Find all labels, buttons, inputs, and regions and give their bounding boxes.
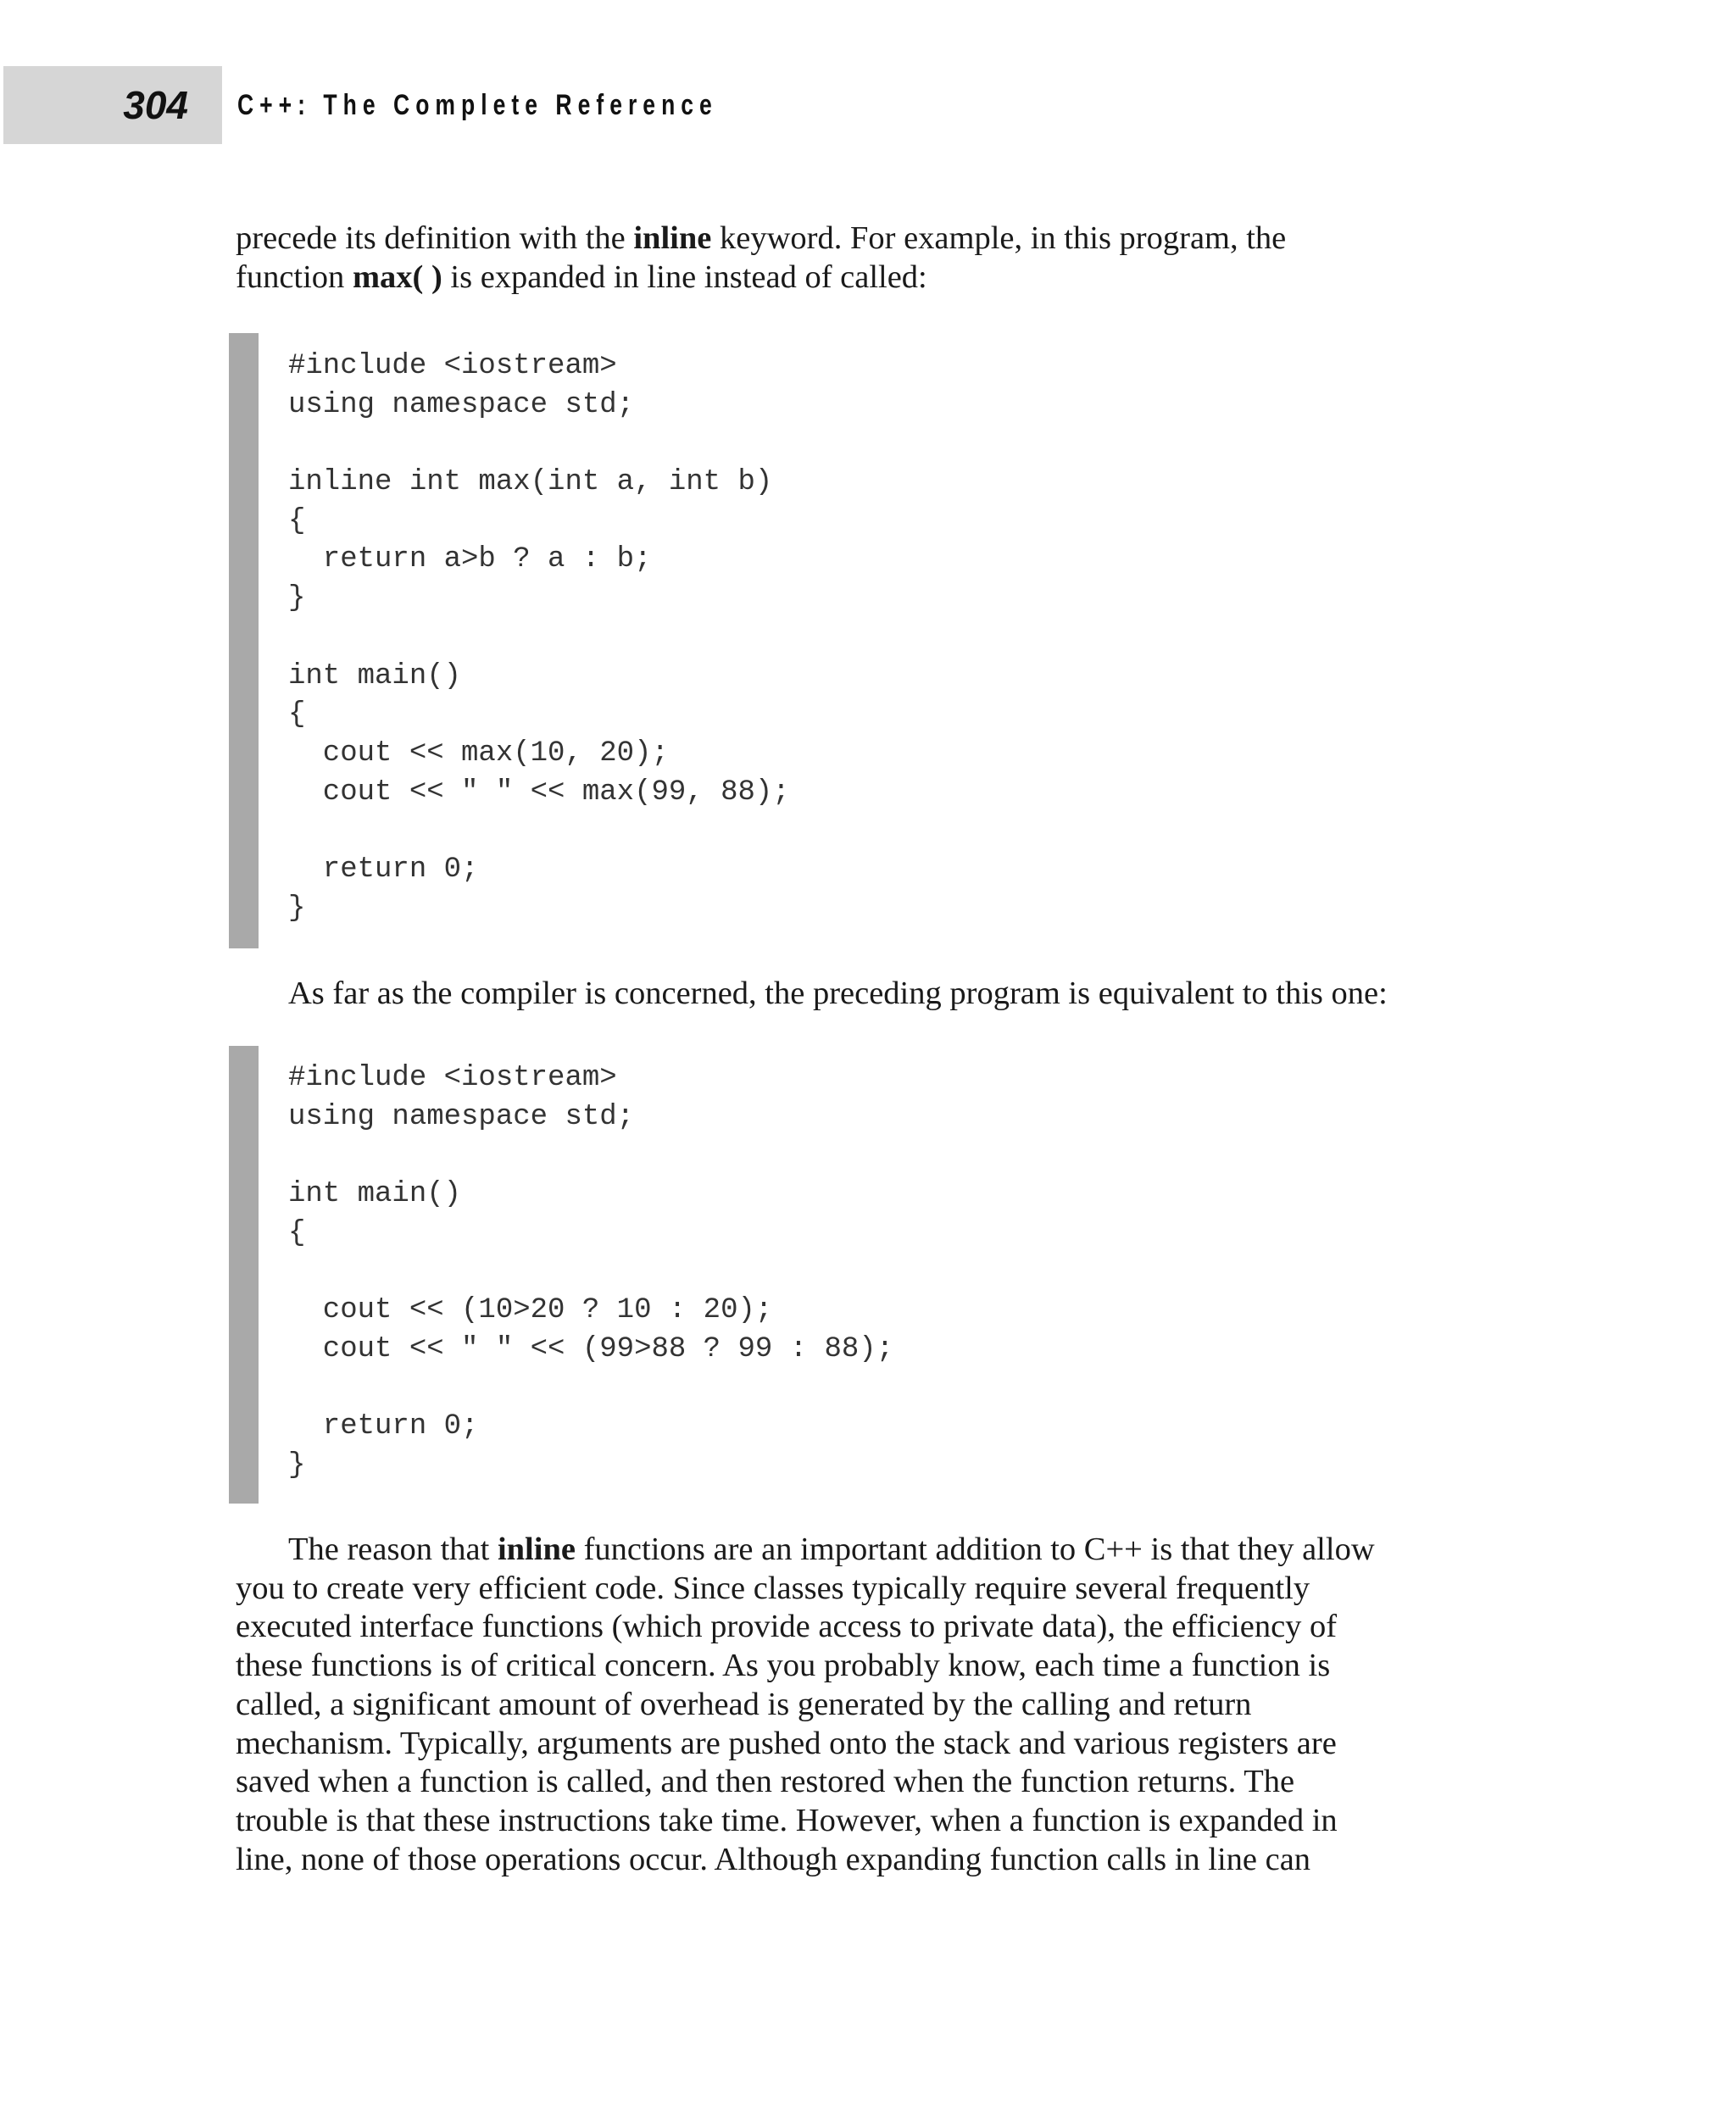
code-line [288,1137,893,1176]
code-line: using namespace std; [288,388,635,421]
code-line: int main() [288,1178,462,1211]
code-line: inline int max(int a, int b) [288,466,773,499]
code-line: { [288,504,306,537]
intro-text: precede its definition with the [236,220,634,256]
code-line: #include <iostream> [288,1062,617,1094]
code-line [288,619,790,658]
code-listing-2 [229,1046,1500,1504]
intro-text: function [236,259,353,295]
intro-paragraph [236,220,1490,297]
code-line: cout << max(10, 20); [288,737,669,770]
intro-text: is expanded in line instead of called: [442,259,927,295]
code-line: cout << " " << (99>88 ? 99 : 88); [288,1332,894,1365]
closing-line-1 [236,1531,1490,1570]
code-line [288,1370,893,1409]
code-line: cout << (10>20 ? 10 : 20); [288,1294,773,1327]
code-line: return a>b ? a : b; [288,543,652,576]
intro-line-2 [236,259,1490,297]
code-listing-1 [229,333,1500,948]
intro-line-1 [236,220,1490,259]
middle-paragraph [288,975,1543,1014]
inline-keyword: inline [633,220,712,256]
code-bar [229,1046,259,1504]
closing-line: called, a significant amount of overhead is generated by the calling and return [236,1686,1252,1722]
code-line [288,1253,893,1292]
max-function-name: max( ) [352,259,442,295]
closing-text: The reason that [288,1532,498,1567]
code-line: return 0; [288,1410,479,1443]
code-line: } [288,1448,306,1482]
code-line: { [288,1216,306,1249]
code-line: { [288,698,306,731]
code-line: } [288,582,306,615]
closing-paragraph [236,1531,1490,1879]
inline-keyword: inline [497,1532,576,1567]
closing-line: line, none of those operations occur. Although expanding function calls in line can [236,1841,1311,1877]
page-number: 304 [123,83,188,127]
page-number-tab [3,66,222,144]
closing-line: you to create very efficient code. Since classes typically require several frequently [236,1570,1310,1606]
code-lines [288,1059,893,1486]
code-line: } [288,892,306,925]
closing-line: mechanism. Typically, arguments are pushed onto the stack and various registers are [236,1725,1337,1761]
closing-line: these functions is of critical concern. As you probably know, each time a function is [236,1648,1331,1684]
closing-line: trouble is that these instructions take time. However, when a function is expanded in [236,1802,1338,1838]
code-line: return 0; [288,853,479,886]
code-line: int main() [288,659,462,692]
middle-line: As far as the compiler is concerned, the preceding program is equivalent to this one: [288,976,1388,1011]
code-line: using namespace std; [288,1100,635,1133]
code-lines [288,347,790,928]
closing-text: functions are an important addition to C++ is that they allow [575,1532,1375,1567]
closing-line: saved when a function is called, and then restored when the function returns. The [236,1764,1295,1800]
code-line [288,812,790,851]
running-head: C++: The Complete Reference [237,89,718,121]
intro-text: keyword. For example, in this program, the [711,220,1287,256]
code-bar [229,333,259,948]
code-line: cout << " " << max(99, 88); [288,776,790,809]
code-line: #include <iostream> [288,350,617,382]
closing-line: executed interface functions (which provide access to private data), the efficiency of [236,1609,1338,1645]
code-line [288,425,790,464]
